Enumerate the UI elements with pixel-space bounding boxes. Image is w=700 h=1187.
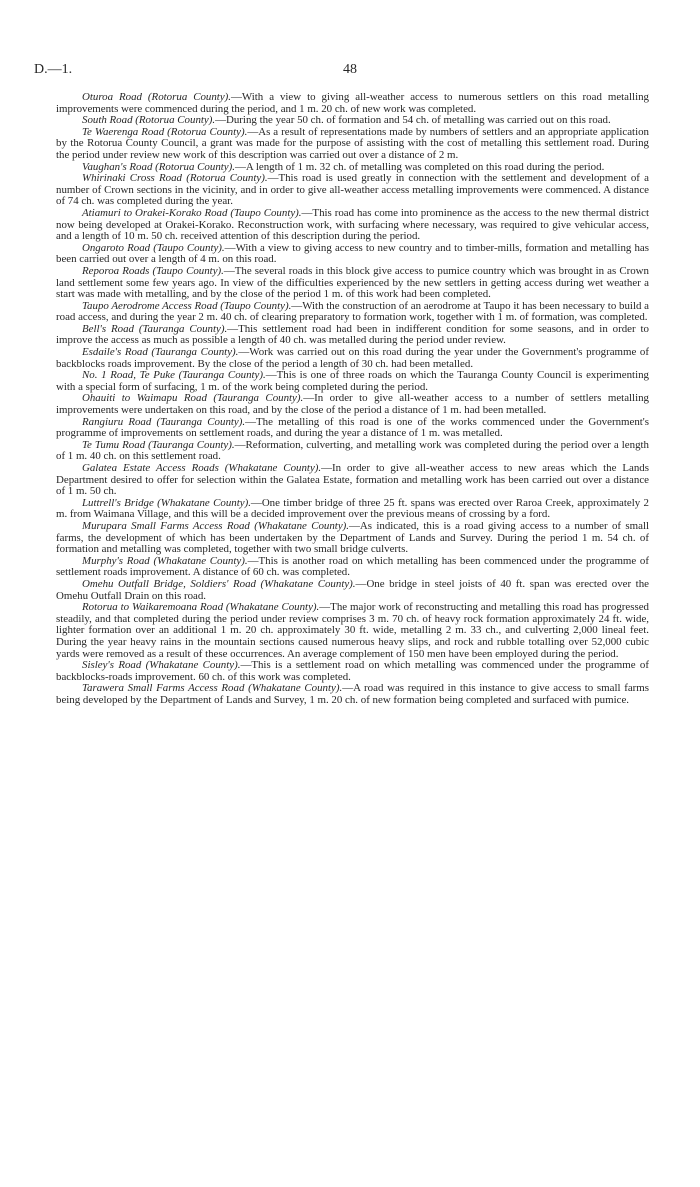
paragraph-title: Galatea Estate Access Roads (Whakatane County). (82, 462, 322, 474)
paragraph-taupo-aerodrome-access-road (56, 301, 649, 324)
paragraph-rotorua-waikaremoana-road (56, 602, 649, 660)
paragraph-title: Esdaile's Road (Tauranga County). (82, 346, 239, 359)
paragraph-title: Murupara Small Farms Access Road (Whakatane County). (82, 519, 350, 532)
paragraph-title: Bell's Road (Tauranga County). (82, 322, 228, 335)
paragraph-text: —This is a settlement road on which metalling was commenced under the programme of backblocks-roads improvement. 60 ch. of this work was completed. (56, 659, 649, 683)
paragraph-text: —This is another road on which metalling has been commenced under the programme of settlement roads improvement. A distance of 60 ch. was completed. (56, 554, 649, 579)
paragraph-atiamuri-orakei-korako-road (56, 208, 649, 243)
paragraph-title: Rotorua to Waikaremoana Road (Whakatane County). (82, 601, 320, 614)
paragraph-text: —The several roads in this block give access to pumice country which was brought in as Crown land settlement some few years ago. In view of the difficulties experienced by the new settlers in getting access during wet weather a start was made with metalling, and by the close of the period 1 m. of this work had been completed. (56, 264, 649, 301)
paragraph-title: Luttrell's Bridge (Whakatane County). (82, 496, 251, 509)
paragraph-text: —This road has come into prominence as the access to the new thermal district now being developed at Orakei-Korako. Reconstruction work, with surfacing where necessary, was required to give vehicular access, and a length of 10 m. 50 ch. received attention of this description during the period. (56, 206, 649, 243)
paragraph-title: Oturoa Road (Rotorua County). (82, 91, 232, 103)
paragraph-title: South Road (Rotorua County). (82, 114, 216, 127)
paragraph-text: —The metalling of this road is one of the works commenced under the Government's programme of improvements on settlement roads, and during the year a distance of 1 m. was metalled. (56, 415, 649, 440)
paragraph-text: —Work was carried out on this road during the year under the Government's programme of backblocks roads improvement. By the close of the period a length of 30 ch. had been metalled. (56, 346, 649, 370)
paragraph-title: Ohauiti to Waimapu Road (Tauranga County). (82, 392, 304, 405)
paragraph-oturoa-road (56, 92, 649, 115)
paragraph-title: Rangiuru Road (Tauranga County). (82, 415, 246, 428)
paragraph-text: —One timber bridge of three 25 ft. spans was erected over Raroa Creek, approximately 2 m. from Waimana Village, and this will be a decided improvement over the previous means of crossing by a ford. (56, 496, 649, 521)
paragraph-text: —With the construction of an aerodrome at Taupo it has been necessary to build a road access, and during the year 2 m. 40 ch. of clearing preparatory to formation work, together with 1 m. of formation, was completed. (56, 299, 649, 324)
document-reference: D.—1. (34, 62, 73, 77)
paragraph-text: —With a view to giving access to new country and to timber-mills, formation and metalling has been carried out over a length of 4 m. on this road. (56, 241, 649, 266)
paragraph-text: —In order to give all-weather access to new areas which the Lands Department desired to offer for selection within the Galatea Estate, formation and metalling work has been carried out over a distance of 1 m. 50 ch. (56, 462, 649, 498)
paragraph-text: —One bridge in steel joists of 40 ft. span was erected over the Omehu Outfall Drain on this road. (56, 577, 649, 602)
paragraph-title: Reporoa Roads (Taupo County). (82, 264, 224, 277)
paragraph-reporoa-roads (56, 266, 649, 301)
paragraph-title: Te Tumu Road (Tauranga County). (82, 438, 235, 451)
paragraph-murphys-road (56, 556, 649, 579)
paragraph-text: —The major work of reconstructing and metalling this road has progressed steadily, and that completed during the period under review comprises 3 m. 70 ch. of heavy rock formation approximately 24 ft. wide, lighter formation over an additional 1 m. 20 ch. approximately 30 ft. wide, metalling 2 m. 33 ch., and culverting 2,000 lineal feet. During the year heavy rains in the mountain sections caused numerous heavy slips, and rock and rubble totalling over 52,000 cubic yards were removed as a result of these occurrences. An average complement of 150 men have been employed during the period. (56, 601, 649, 660)
paragraph-galatea-estate-access-roads (56, 463, 649, 498)
paragraph-text: —During the year 50 ch. of formation and 54 ch. of metalling was carried out on this road. (215, 114, 611, 127)
paragraph-sisleys-road (56, 660, 649, 683)
paragraph-title: Taupo Aerodrome Access Road (Taupo County). (82, 299, 292, 312)
page-number: 48 (343, 62, 357, 77)
paragraph-title: Murphy's Road (Whakatane County). (82, 554, 248, 567)
paragraph-text: —This is one of three roads on which the Tauranga County Council is experimenting with a special form of surfacing, 1 m. of the work being completed during the period. (56, 369, 649, 393)
paragraph-te-waerenga-road (56, 127, 649, 162)
report-body (56, 92, 649, 706)
paragraph-title: No. 1 Road, Te Puke (Tauranga County). (82, 369, 266, 382)
paragraph-whirinaki-cross-road (56, 173, 649, 208)
paragraph-tarawera-small-farms-road (56, 683, 649, 706)
paragraph-text: —In order to give all-weather access to a number of settlers metalling improvements were undertaken on this road, and by the close of the period a distance of 1 m. had been metalled. (56, 392, 650, 417)
paragraph-text: —This settlement road had been in indifferent condition for some seasons, and in order to improve the access as much as possible a length of 40 ch. was metalled during the period under review. (56, 322, 649, 347)
paragraph-title: Ongaroto Road (Taupo County). (82, 241, 225, 254)
paragraph-ongaroto-road (56, 243, 649, 266)
paragraph-text: —A road was required in this instance to give access to small farms being developed by the Department of Lands and Survey, 1 m. 20 ch. of new formation being completed and surfaced with pumice. (56, 682, 649, 706)
paragraph-no-1-road-te-puke (56, 370, 649, 393)
paragraph-te-tumu-road (56, 440, 649, 463)
paragraph-title: Te Waerenga Road (Rotorua County). (82, 125, 248, 138)
paragraph-title: Sisley's Road (Whakatane County). (82, 659, 241, 672)
page-header (34, 62, 666, 82)
paragraph-murupara-small-farms-road (56, 521, 649, 556)
paragraph-esdailes-road (56, 347, 649, 370)
paragraph-luttrells-bridge (56, 498, 649, 521)
paragraph-title: Vaughan's Road (Rotorua County). (82, 160, 235, 173)
paragraph-title: Tarawera Small Farms Access Road (Whakatane County). (82, 682, 343, 695)
paragraph-rangiuru-road (56, 417, 649, 440)
paragraph-bells-road (56, 324, 649, 347)
paragraph-text: —As a result of representations made by numbers of settlers and an appropriate application by the Rotorua County Council, a grant was made for the purpose of assisting with the cost of metalling this settlement road. During the period under review new work of this description was carried out over a distance of 2 m. (56, 125, 649, 161)
paragraph-text: —A length of 1 m. 32 ch. of metalling was completed on this road during the period. (234, 160, 605, 173)
paragraph-text: —Reformation, culverting, and metalling work was completed during the period over a length of 1 m. 40 ch. on this settlement road. (56, 438, 649, 463)
paragraph-text: —As indicated, this is a road giving access to a number of small farms, the development of which has been undertaken by the Department of Lands and Survey. During the period 1 m. 54 ch. of formation and metalling was completed, together with two small bridge culverts. (56, 519, 649, 556)
paragraph-title: Atiamuri to Orakei-Korako Road (Taupo County). (82, 206, 302, 219)
paragraph-ohauiti-waimapu-road (56, 393, 649, 416)
paragraph-omehu-outfall-bridge (56, 579, 649, 602)
paragraph-title: Whirinaki Cross Road (Rotorua County). (82, 172, 268, 185)
paragraph-text: —With a view to giving all-weather access to numerous settlers on this road metalling improvements were commenced during the period, and 1 m. 20 ch. of new work was completed. (56, 91, 649, 115)
paragraph-text: —This road is used greatly in connection with the settlement and development of a number of Crown sections in the vicinity, and in order to give all-weather access metalling improvements were commenced. A distance of 74 ch. was completed during the year. (56, 172, 649, 208)
paragraph-title: Omehu Outfall Bridge, Soldiers' Road (Whakatane County). (82, 577, 356, 590)
